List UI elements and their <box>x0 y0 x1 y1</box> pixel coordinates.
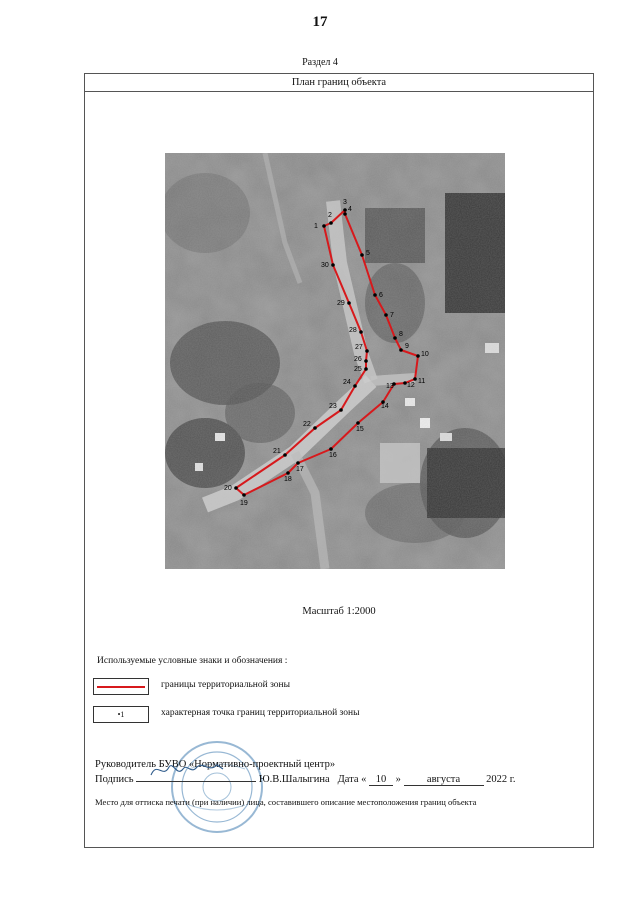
point-marker <box>296 461 300 465</box>
point-marker <box>416 354 420 358</box>
point-marker <box>242 493 246 497</box>
point-label: 24 <box>343 379 351 386</box>
point-marker <box>384 313 388 317</box>
point-label: 17 <box>296 466 304 473</box>
point-marker <box>234 486 238 490</box>
signature-mark <box>147 757 227 783</box>
point-label: 7 <box>390 312 394 319</box>
point-label: 1 <box>314 223 318 230</box>
date-close: » <box>395 774 401 785</box>
aerial-map <box>165 153 505 569</box>
date-day: 10 <box>369 774 393 786</box>
point-marker <box>286 471 290 475</box>
point-label: 23 <box>329 403 337 410</box>
point-marker <box>364 367 368 371</box>
point-label: 15 <box>356 426 364 433</box>
page-number: 17 <box>312 14 328 30</box>
point-label: 9 <box>405 343 409 350</box>
point-label: 5 <box>366 250 370 257</box>
stamp-note: Место для оттиска печати (при наличии) лица, составившего описание местоположения границ объекта <box>95 797 477 807</box>
date-month: августа <box>404 774 484 786</box>
point-label: 20 <box>224 485 232 492</box>
point-label: 14 <box>381 403 389 410</box>
point-marker <box>322 224 326 228</box>
legend-point-label: характерная точка границ территориальной зоны <box>161 708 360 718</box>
point-label: 28 <box>349 327 357 334</box>
map-scale: Масштаб 1:2000 <box>302 606 376 617</box>
point-marker <box>329 447 333 451</box>
point-marker <box>365 349 369 353</box>
point-label: 12 <box>407 382 415 389</box>
point-marker <box>360 253 364 257</box>
point-marker <box>364 359 368 363</box>
point-marker <box>399 348 403 352</box>
frame-title: План границ объекта <box>85 74 593 92</box>
point-marker <box>283 453 287 457</box>
point-label: 8 <box>399 331 403 338</box>
point-label: 25 <box>354 366 362 373</box>
red-line-symbol <box>97 686 145 688</box>
point-label: 4 <box>348 206 352 213</box>
point-label: 26 <box>354 356 362 363</box>
legend-point-symbol <box>93 706 149 723</box>
point-symbol: •1 <box>117 710 125 719</box>
point-label: 2 <box>328 212 332 219</box>
date-label: Дата « <box>337 774 367 785</box>
point-label: 19 <box>240 500 248 507</box>
point-label: 13 <box>386 383 394 390</box>
point-marker <box>347 301 351 305</box>
point-marker <box>393 336 397 340</box>
seal-stamp <box>169 739 265 835</box>
point-label: 6 <box>379 292 383 299</box>
sign-label: Подпись <box>95 774 134 785</box>
legend-boundary-symbol <box>93 678 149 695</box>
point-label: 30 <box>321 262 329 269</box>
signer-name: Ю.В.Шалыгина <box>258 774 330 785</box>
section-label: Раздел 4 <box>302 57 338 68</box>
legend-title: Используемые условные знаки и обозначения : <box>97 656 288 666</box>
point-marker <box>343 212 347 216</box>
point-marker <box>329 221 333 225</box>
point-marker <box>313 426 317 430</box>
point-label: 16 <box>329 452 337 459</box>
point-label: 10 <box>421 351 429 358</box>
point-marker <box>373 293 377 297</box>
point-marker <box>353 384 357 388</box>
point-label: 22 <box>303 421 311 428</box>
date-year: 2022 г. <box>486 774 516 785</box>
plan-frame <box>84 73 594 848</box>
point-marker <box>359 330 363 334</box>
aerial-photo <box>165 153 505 569</box>
point-label: 11 <box>418 378 426 385</box>
point-label: 18 <box>284 476 292 483</box>
legend-boundary-label: границы территориальной зоны <box>161 680 291 690</box>
point-marker <box>343 208 347 212</box>
point-marker <box>331 263 335 267</box>
director-line: Руководитель БУВО «Нормативно-проектный центр» <box>95 759 336 770</box>
point-marker <box>356 421 360 425</box>
point-label: 27 <box>355 344 363 351</box>
point-marker <box>339 408 343 412</box>
point-label: 3 <box>343 199 347 206</box>
boundary-point-3 <box>343 199 347 212</box>
point-marker <box>413 377 417 381</box>
point-label: 29 <box>337 300 345 307</box>
point-label: 21 <box>273 448 281 455</box>
